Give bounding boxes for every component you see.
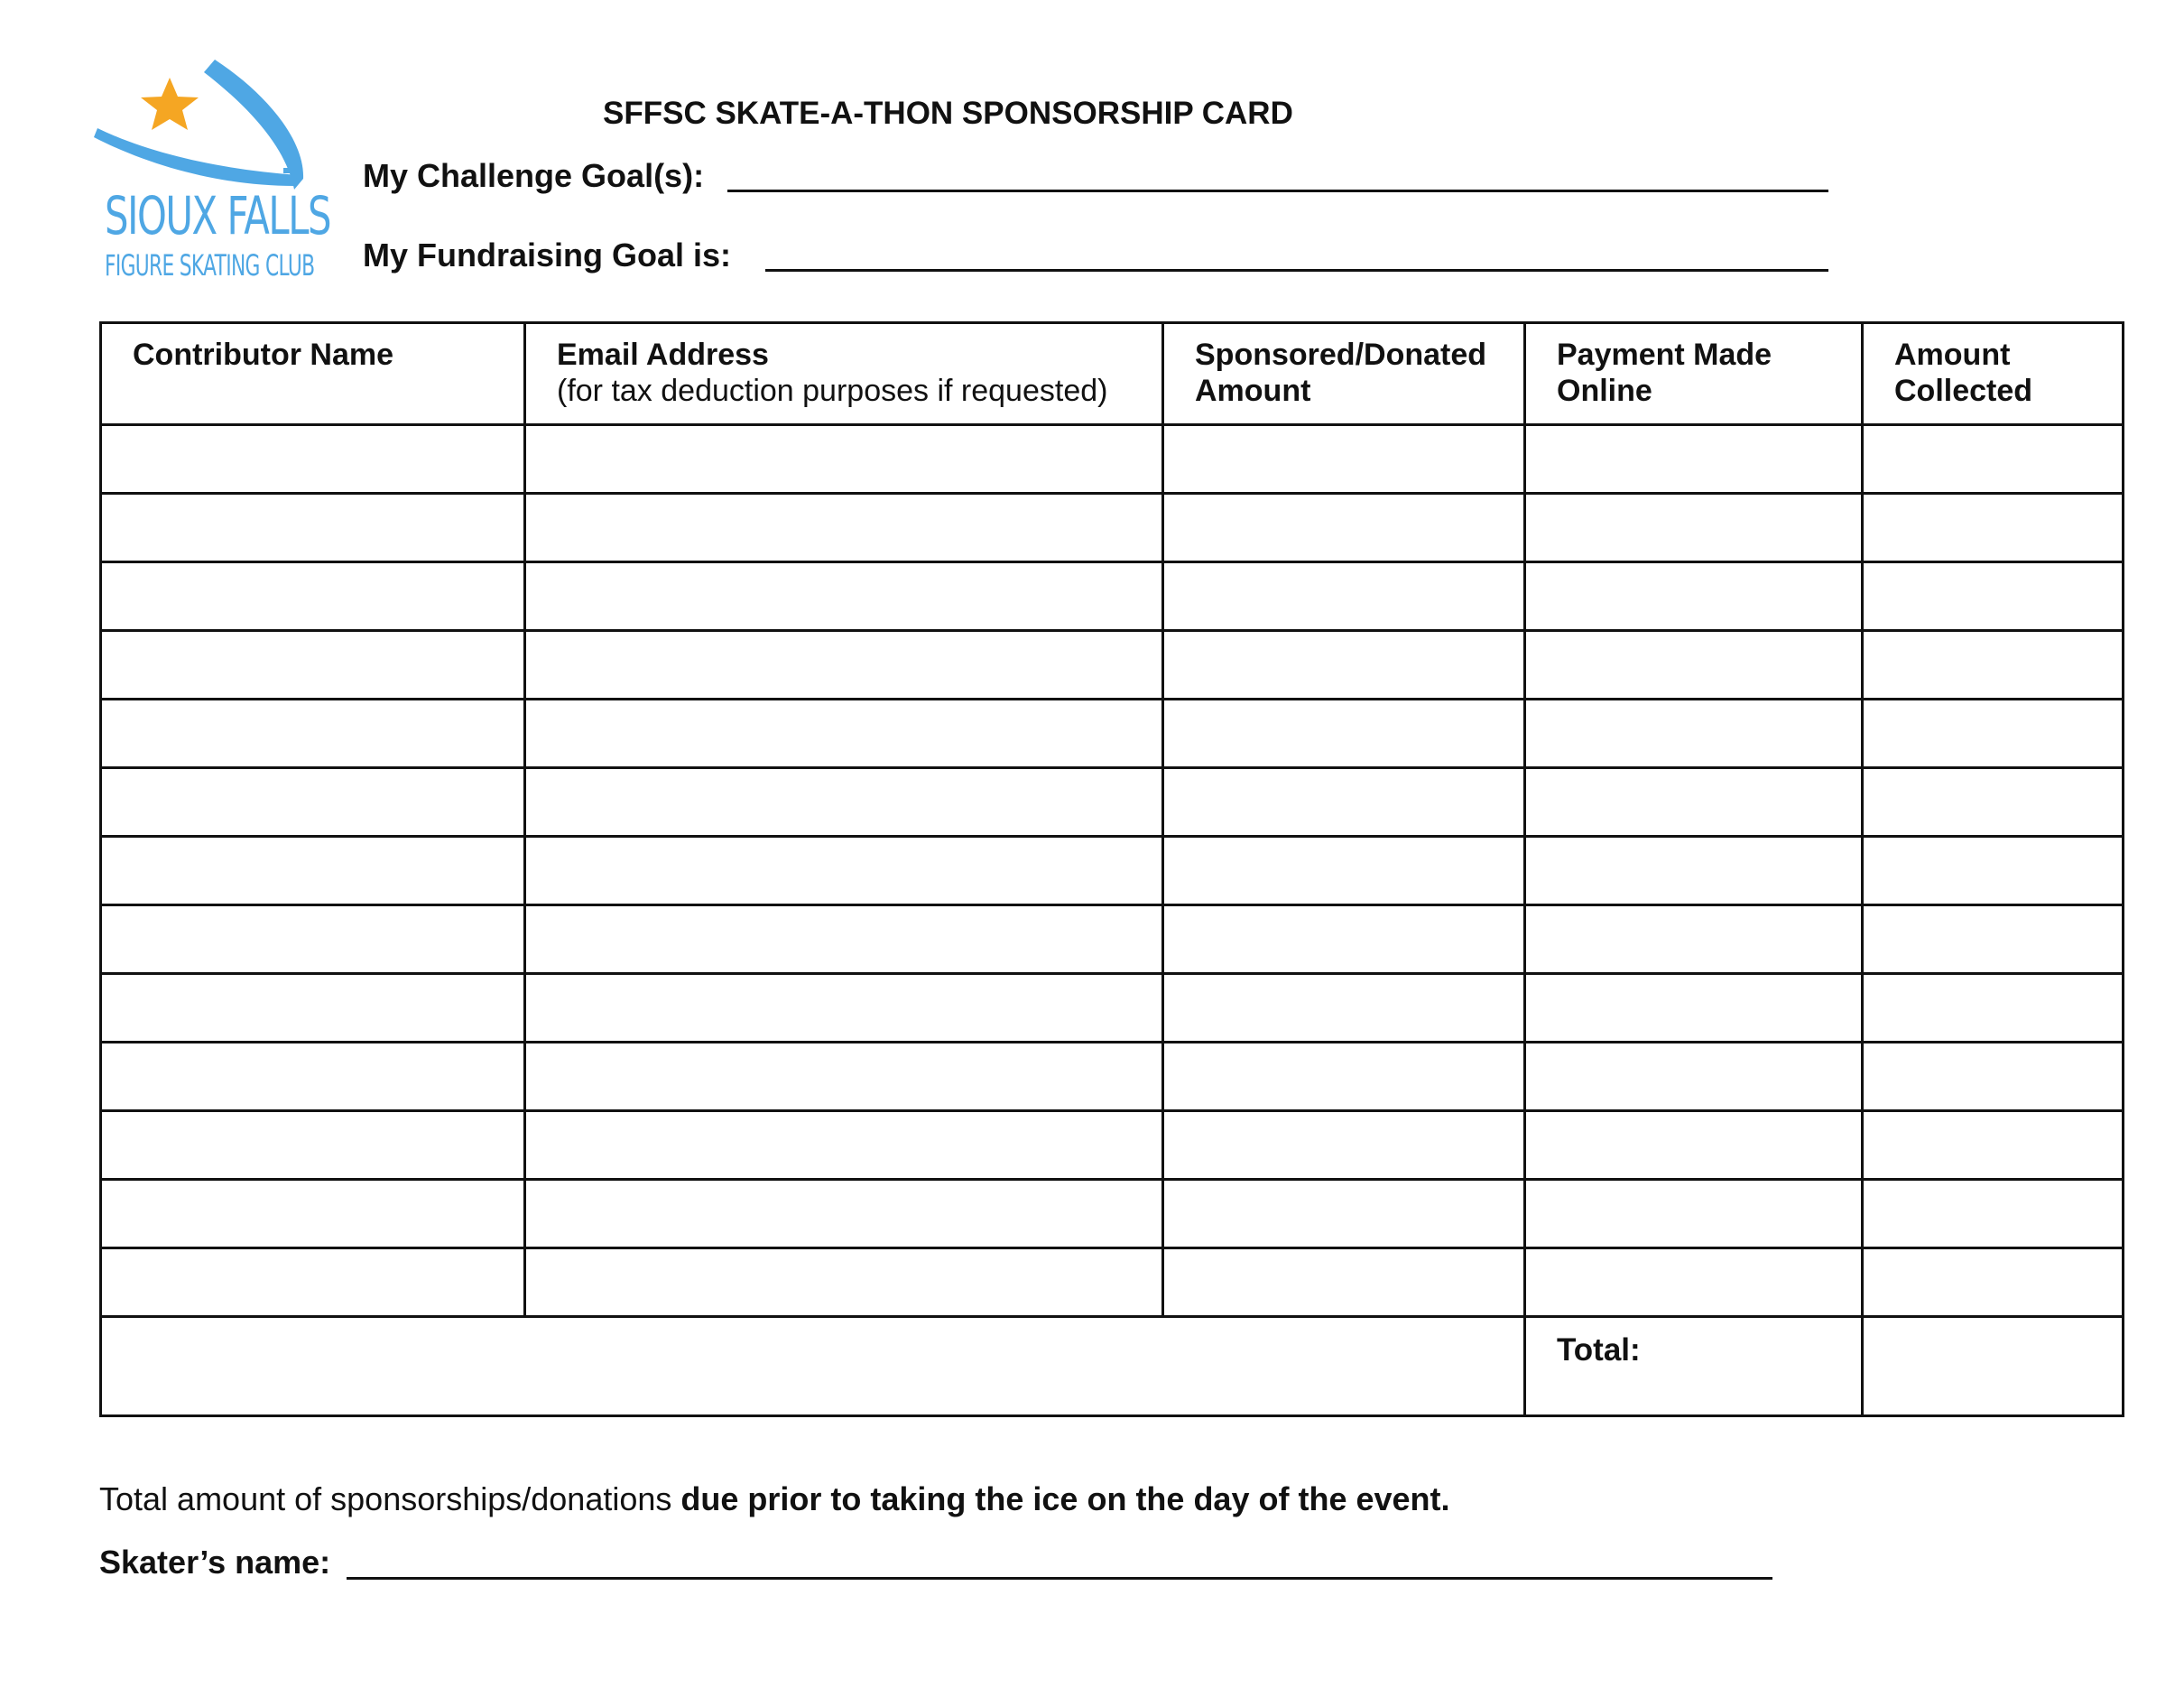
sponsored-amount-cell[interactable] [1163,562,1525,631]
total-row [101,1317,2124,1416]
amount-collected-cell[interactable] [1863,494,2124,562]
column-label: Sponsored/Donated Amount [1195,338,1487,408]
skater-name-field[interactable] [347,1577,1772,1580]
sponsored-amount-cell[interactable] [1163,631,1525,700]
column-label: Payment Made Online [1557,338,1772,408]
sponsored-amount-cell[interactable] [1163,494,1525,562]
table-row [101,1180,2124,1248]
table-row [101,425,2124,494]
email-cell[interactable] [525,1248,1163,1317]
deadline-note-emphasis: due prior to taking the ice on the day of the event. [680,1480,1450,1517]
email-cell[interactable] [525,974,1163,1043]
amount-collected-cell[interactable] [1863,1248,2124,1317]
contributor-name-cell[interactable] [101,1111,525,1180]
email-cell[interactable] [525,700,1163,768]
contributor-name-cell[interactable] [101,425,525,494]
contributor-name-cell[interactable] [101,1248,525,1317]
contributor-name-cell[interactable] [101,494,525,562]
star-icon [141,78,199,130]
skater-name-label: Skater’s name: [99,1544,331,1581]
payment-online-cell[interactable] [1525,1043,1863,1111]
fundraising-goal-field[interactable] [765,269,1828,272]
amount-collected-cell[interactable] [1863,837,2124,905]
payment-online-cell[interactable] [1525,494,1863,562]
logo-name-line2: FIGURE SKATING CLUB [105,248,315,283]
contributor-name-cell[interactable] [101,768,525,837]
column-header-payment-online [1525,323,1863,425]
sponsored-amount-cell[interactable] [1163,905,1525,974]
column-header-contributor-name [101,323,525,425]
table-row [101,1111,2124,1180]
email-cell[interactable] [525,562,1163,631]
table-row [101,1248,2124,1317]
payment-online-cell[interactable] [1525,1248,1863,1317]
email-cell[interactable] [525,494,1163,562]
payment-online-cell[interactable] [1525,700,1863,768]
table-row [101,700,2124,768]
sponsored-amount-cell[interactable] [1163,425,1525,494]
contributor-name-cell[interactable] [101,700,525,768]
table-row [101,905,2124,974]
payment-online-cell[interactable] [1525,1180,1863,1248]
table-row [101,768,2124,837]
payment-online-cell[interactable] [1525,768,1863,837]
contributor-name-cell[interactable] [101,1180,525,1248]
email-cell[interactable] [525,905,1163,974]
contributor-name-cell[interactable] [101,905,525,974]
payment-online-cell[interactable] [1525,631,1863,700]
amount-collected-cell[interactable] [1863,1043,2124,1111]
table-row [101,494,2124,562]
sponsored-amount-cell[interactable] [1163,837,1525,905]
payment-online-cell[interactable] [1525,837,1863,905]
amount-collected-cell[interactable] [1863,905,2124,974]
email-cell[interactable] [525,1180,1163,1248]
amount-collected-cell[interactable] [1863,425,2124,494]
sponsorship-table [99,321,2124,1417]
amount-collected-cell[interactable] [1863,974,2124,1043]
sponsored-amount-cell[interactable] [1163,768,1525,837]
email-cell[interactable] [525,768,1163,837]
contributor-name-cell[interactable] [101,562,525,631]
sponsored-amount-cell[interactable] [1163,1180,1525,1248]
payment-online-cell[interactable] [1525,562,1863,631]
club-logo [90,54,331,289]
payment-online-cell[interactable] [1525,1111,1863,1180]
amount-collected-cell[interactable] [1863,700,2124,768]
column-header-amount-collected [1863,323,2124,425]
column-header-email-address [525,323,1163,425]
sponsored-amount-cell[interactable] [1163,1043,1525,1111]
email-cell[interactable] [525,425,1163,494]
column-label: Contributor Name [133,338,393,372]
amount-collected-cell[interactable] [1863,1111,2124,1180]
sponsored-amount-cell[interactable] [1163,700,1525,768]
table-header-row [101,323,2124,425]
table-row [101,562,2124,631]
logo-name-line1: SIOUX FALLS [105,185,331,246]
total-row-spacer [101,1317,1525,1416]
table-row [101,631,2124,700]
challenge-goal-label: My Challenge Goal(s): [363,157,705,194]
amount-collected-cell[interactable] [1863,631,2124,700]
table-row [101,974,2124,1043]
contributor-name-cell[interactable] [101,1043,525,1111]
email-cell[interactable] [525,1111,1163,1180]
column-header-sponsored-amount [1163,323,1525,425]
email-cell[interactable] [525,837,1163,905]
sponsored-amount-cell[interactable] [1163,1248,1525,1317]
table-row [101,1043,2124,1111]
email-cell[interactable] [525,1043,1163,1111]
sponsored-amount-cell[interactable] [1163,974,1525,1043]
total-amount-cell[interactable] [1863,1317,2124,1416]
payment-online-cell[interactable] [1525,425,1863,494]
total-label-cell [1525,1317,1863,1416]
contributor-name-cell[interactable] [101,631,525,700]
challenge-goal-field[interactable] [727,190,1828,192]
payment-online-cell[interactable] [1525,974,1863,1043]
payment-online-cell[interactable] [1525,905,1863,974]
amount-collected-cell[interactable] [1863,1180,2124,1248]
column-label: Email Address [557,338,769,372]
amount-collected-cell[interactable] [1863,562,2124,631]
contributor-name-cell[interactable] [101,974,525,1043]
deadline-note [99,1480,1450,1518]
column-label: Amount Collected [1894,338,2033,408]
email-cell[interactable] [525,631,1163,700]
table-row [101,837,2124,905]
page-title: SFFSC SKATE-A-THON SPONSORSHIP CARD [603,96,1293,131]
column-sublabel: (for tax deduction purposes if requested) [557,374,1108,408]
deadline-note-text: Total amount of sponsorships/donations [99,1480,681,1517]
sponsored-amount-cell[interactable] [1163,1111,1525,1180]
skater-swoosh-icon [90,54,325,190]
amount-collected-cell[interactable] [1863,768,2124,837]
fundraising-goal-label: My Fundraising Goal is: [363,237,732,274]
contributor-name-cell[interactable] [101,837,525,905]
total-label: Total: [1557,1332,1641,1368]
